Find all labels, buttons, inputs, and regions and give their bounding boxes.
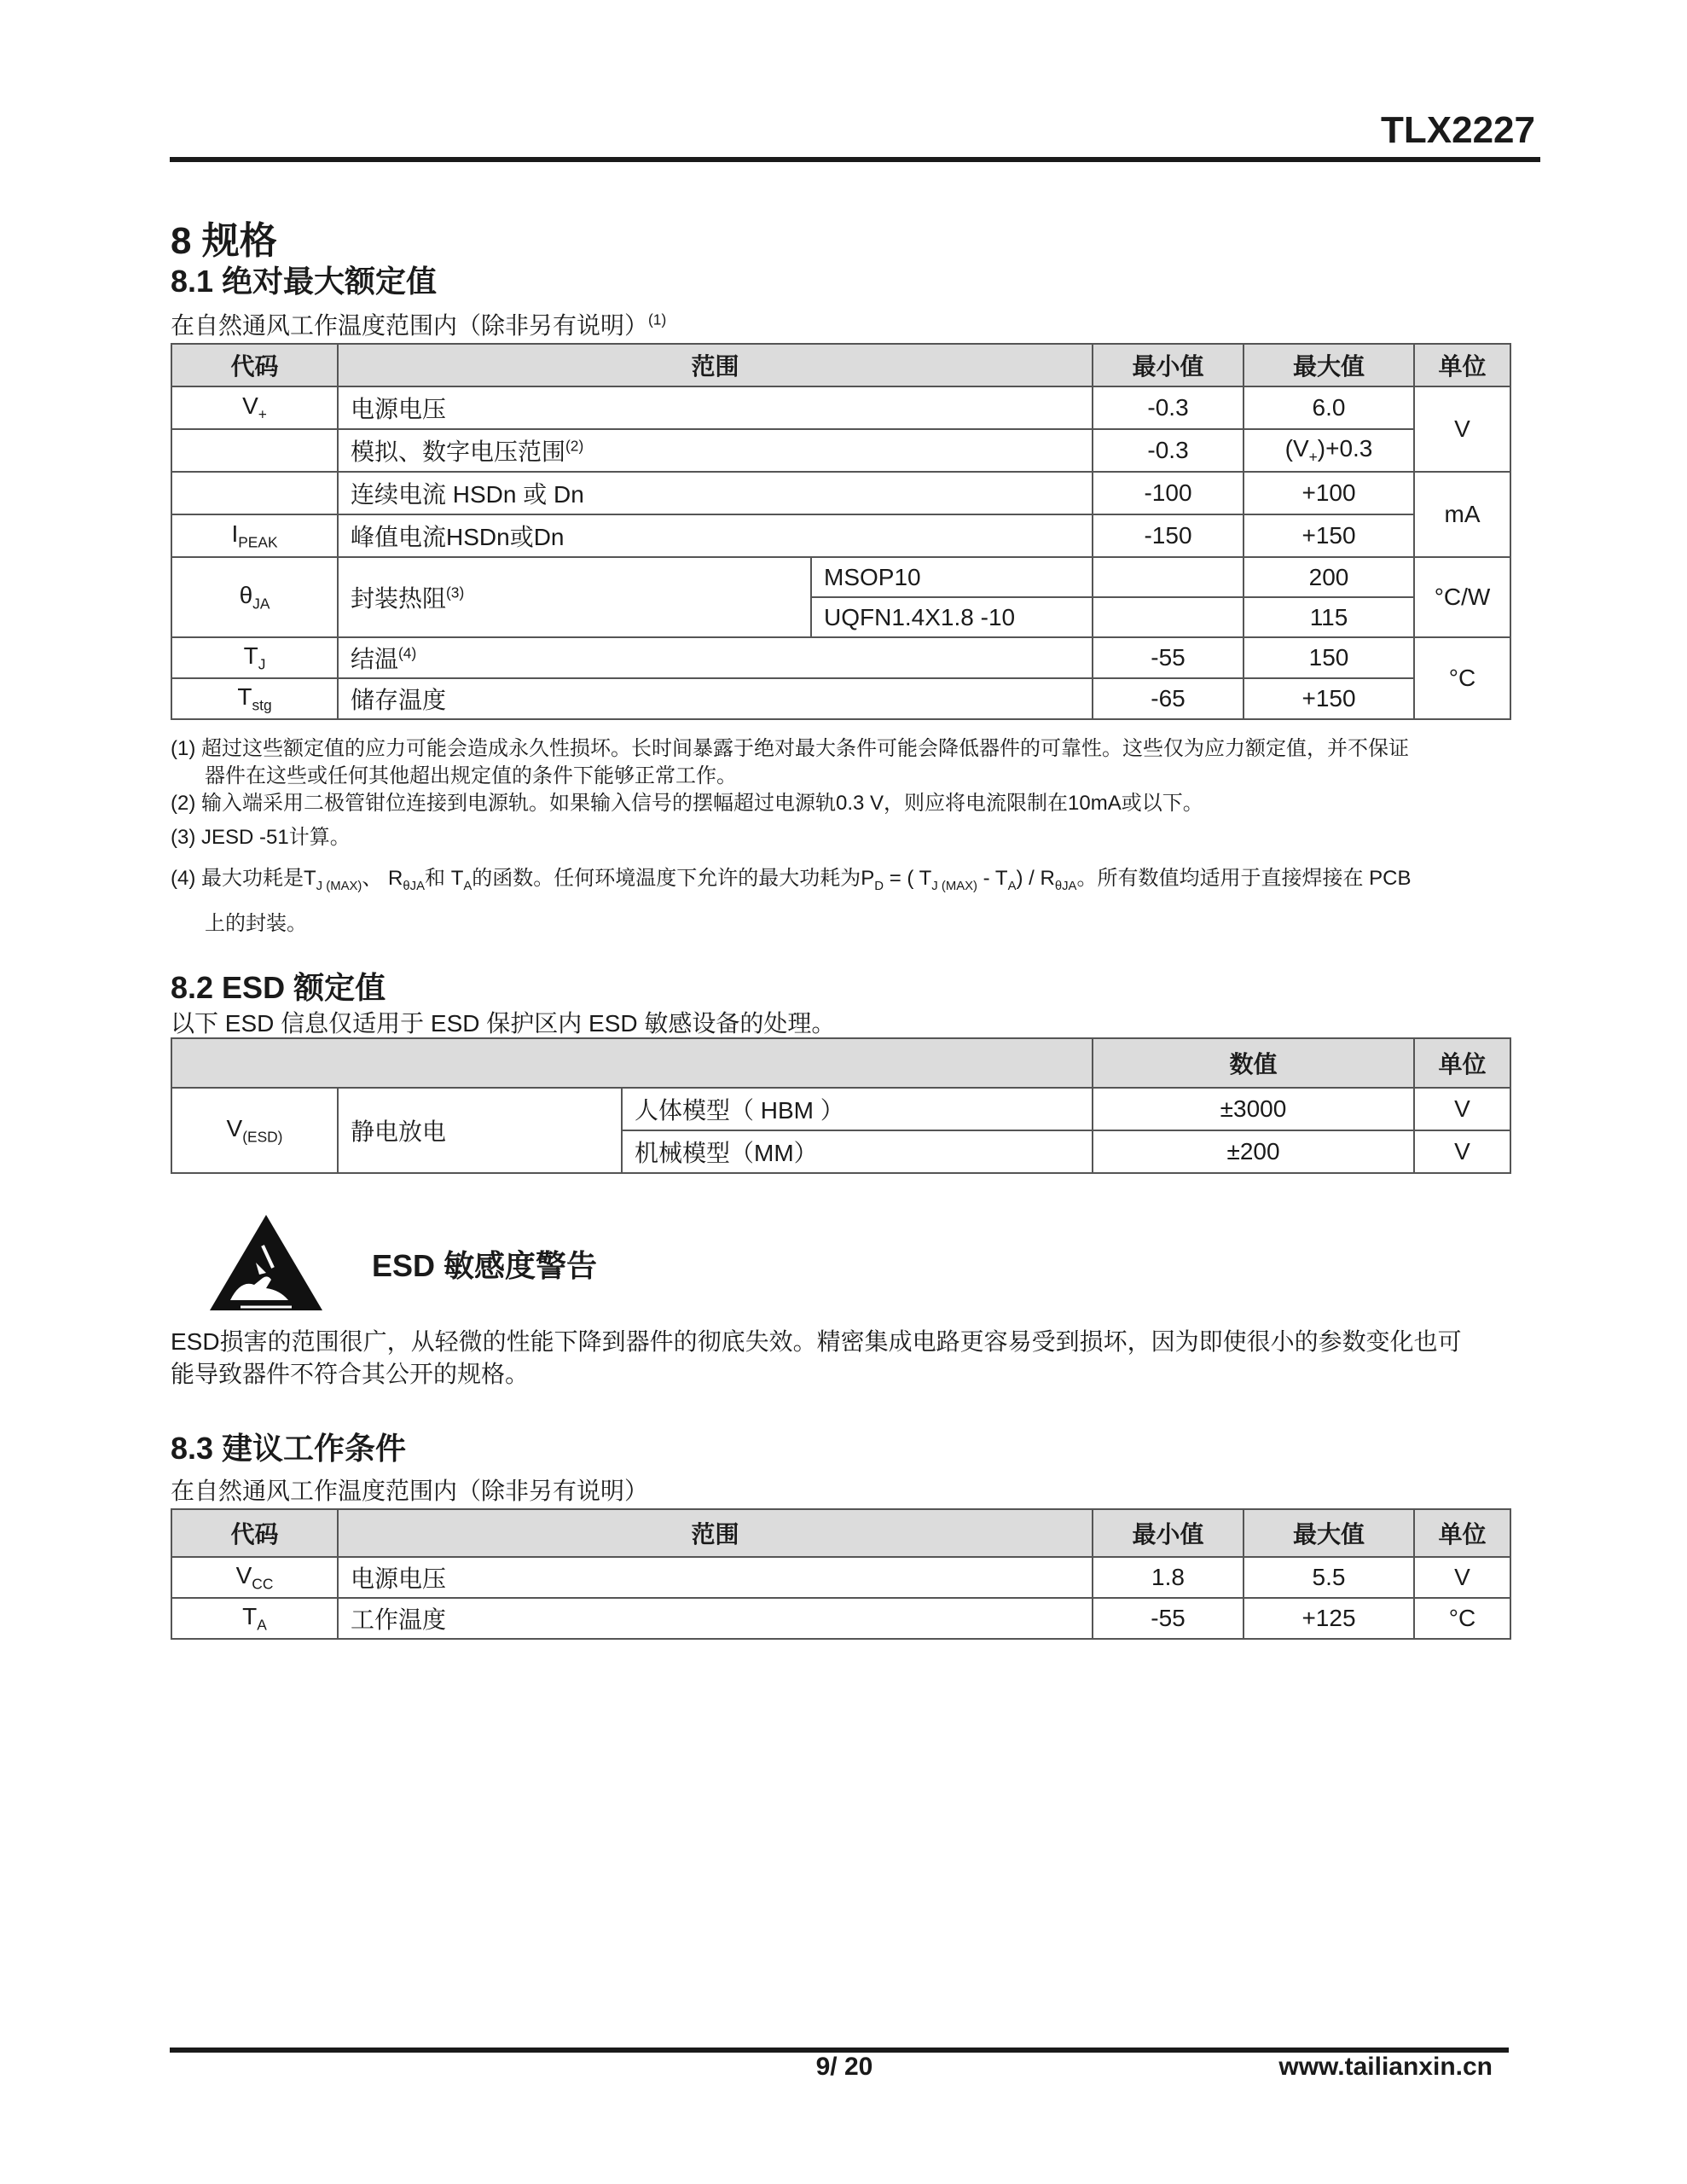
table-row xyxy=(171,557,1510,597)
row-code xyxy=(171,429,338,472)
row-unit: V xyxy=(1414,1557,1510,1598)
row-model: 机械模型（MM） xyxy=(622,1130,1093,1173)
footnote-2: (2) 输入端采用二极管钳位连接到电源轨。如果输入信号的摆幅超过电源轨0.3 V，则应将电流限制在10mA或以下。 xyxy=(171,792,1203,815)
table-row xyxy=(171,1088,1510,1130)
row-min xyxy=(1093,597,1244,637)
row-code: $T_A$ xyxy=(171,1598,338,1639)
row-desc: 电源电压 xyxy=(338,386,1093,429)
row-unit: °C xyxy=(1414,1598,1510,1639)
row-desc: 静电放电 xyxy=(338,1088,622,1173)
section-8-2-subtitle: 以下 ESD 信息仅适用于 ESD 保护区内 ESD 敏感设备的处理。 xyxy=(171,1010,836,1037)
row-unit: V xyxy=(1414,386,1510,472)
row-min: -65 xyxy=(1093,678,1244,719)
row-desc: 峰值电流HSDn或Dn xyxy=(338,514,1093,557)
header-unit: 单位 xyxy=(1414,344,1510,386)
table-header-row xyxy=(171,1509,1510,1557)
row-desc: 封装热阻$^{(3)}$ xyxy=(338,557,811,637)
row-min xyxy=(1093,557,1244,597)
table-row xyxy=(171,637,1510,678)
row-min: -55 xyxy=(1093,637,1244,678)
table-row xyxy=(171,514,1510,557)
row-max: +125 xyxy=(1244,1598,1414,1639)
row-desc: 结温$^{(4)}$ xyxy=(338,637,1093,678)
row-unit: mA xyxy=(1414,472,1510,557)
row-desc: 连续电流 HSDn 或 Dn xyxy=(338,472,1093,514)
table-header-row xyxy=(171,1038,1510,1088)
table-row xyxy=(171,429,1510,472)
row-min: -150 xyxy=(1093,514,1244,557)
row-code: $V_+$ xyxy=(171,386,338,429)
document-header-title: TLX2227 xyxy=(1381,109,1535,151)
section-8-1-subtitle: 在自然通风工作温度范围内（除非另有说明）$^{(1)}$ xyxy=(171,311,667,339)
recommended-conditions-table xyxy=(171,1508,1511,1640)
row-desc: 工作温度 xyxy=(338,1598,1093,1639)
absolute-max-ratings-table xyxy=(171,343,1511,720)
row-code xyxy=(171,472,338,514)
row-package: UQFN1.4X1.8 -10 xyxy=(811,597,1093,637)
row-unit: V xyxy=(1414,1088,1510,1130)
header-range: 范围 xyxy=(338,1509,1093,1557)
row-desc: 储存温度 xyxy=(338,678,1093,719)
page-number: 9/ 20 xyxy=(815,2053,873,2081)
table-row xyxy=(171,386,1510,429)
header-unit: 单位 xyxy=(1414,1509,1510,1557)
row-unit: °C/W xyxy=(1414,557,1510,637)
section-8-2-title: 8.2 ESD 额定值 xyxy=(171,970,386,1005)
row-unit: V xyxy=(1414,1130,1510,1173)
row-max: +150 xyxy=(1244,678,1414,719)
header-unit: 单位 xyxy=(1414,1038,1510,1088)
footnote-1: (1) 超过这些额定值的应力可能会造成永久性损坏。长时间暴露于绝对最大条件可能会降低器件的可靠性。这些仅为应力额定值，并不保证 器件在这些或任何其他超出规定值的条件下能够正常工作。 xyxy=(171,737,1409,787)
row-max: 150 xyxy=(1244,637,1414,678)
header-max: 最大值 xyxy=(1244,344,1414,386)
row-code: $V_{CC}$ xyxy=(171,1557,338,1598)
table-row xyxy=(171,1598,1510,1639)
table-row xyxy=(171,472,1510,514)
row-min: -0.3 xyxy=(1093,386,1244,429)
row-min: -0.3 xyxy=(1093,429,1244,472)
header-rule xyxy=(170,157,1540,162)
row-value: ±200 xyxy=(1093,1130,1414,1173)
header-code: 代码 xyxy=(171,344,338,386)
header-value: 数值 xyxy=(1093,1038,1414,1088)
header-blank xyxy=(171,1038,1093,1088)
footnote-4: (4) 最大功耗是$T_{J (MAX)}$、 $R_{\theta JA}$和 $T_A$的函数。任何环境温度下允许的最大功耗为$P_D$ = ( $T_{J (MAX)} - T_A) / R_{\theta JA}$。所有数值均适用于直接焊接在 PCB 上的封装。 xyxy=(171,867,1412,935)
row-max: $(V_+)+0.3$ xyxy=(1244,429,1414,472)
row-code: $I_{PEAK}$ xyxy=(171,514,338,557)
esd-warning-icon xyxy=(206,1211,326,1314)
row-code: $T_{stg}$ xyxy=(171,678,338,719)
row-model: 人体模型（ HBM ） xyxy=(622,1088,1093,1130)
esd-warning-text: ESD损害的范围很广，从轻微的性能下降到器件的彻底失效。精密集成电路更容易受到损坏，因为即使很小的参数变化也可 能导致器件不符合其公开的规格。 xyxy=(171,1328,1462,1387)
esd-warning-title: ESD 敏感度警告 xyxy=(372,1248,598,1283)
row-max: +150 xyxy=(1244,514,1414,557)
section-8-title: 8 规格 xyxy=(171,220,277,262)
footer-url: www.tailianxin.cn xyxy=(1278,2053,1493,2081)
esd-ratings-table xyxy=(171,1037,1511,1174)
row-package: MSOP10 xyxy=(811,557,1093,597)
header-range: 范围 xyxy=(338,344,1093,386)
header-code: 代码 xyxy=(171,1509,338,1557)
row-max: 115 xyxy=(1244,597,1414,637)
row-max: 5.5 xyxy=(1244,1557,1414,1598)
row-max: 6.0 xyxy=(1244,386,1414,429)
table-row xyxy=(171,1557,1510,1598)
row-min: 1.8 xyxy=(1093,1557,1244,1598)
header-min: 最小值 xyxy=(1093,1509,1244,1557)
row-max: 200 xyxy=(1244,557,1414,597)
header-max: 最大值 xyxy=(1244,1509,1414,1557)
row-desc: 电源电压 xyxy=(338,1557,1093,1598)
footnote-3: (3) JESD -51计算。 xyxy=(171,826,351,849)
table-row xyxy=(171,678,1510,719)
row-max: +100 xyxy=(1244,472,1414,514)
table-header-row xyxy=(171,344,1510,386)
header-min: 最小值 xyxy=(1093,344,1244,386)
row-desc: 模拟、数字电压范围$^{(2)}$ xyxy=(338,429,1093,472)
section-8-1-title: 8.1 绝对最大额定值 xyxy=(171,264,438,299)
row-unit: °C xyxy=(1414,637,1510,719)
section-8-3-title: 8.3 建议工作条件 xyxy=(171,1431,407,1466)
section-8-3-subtitle: 在自然通风工作温度范围内（除非另有说明） xyxy=(171,1478,649,1504)
row-code: $T_J$ xyxy=(171,637,338,678)
row-code: $\theta_{JA}$ xyxy=(171,557,338,637)
row-min: -100 xyxy=(1093,472,1244,514)
row-code: $V_{(ESD)}$ xyxy=(171,1088,338,1173)
row-min: -55 xyxy=(1093,1598,1244,1639)
row-value: ±3000 xyxy=(1093,1088,1414,1130)
